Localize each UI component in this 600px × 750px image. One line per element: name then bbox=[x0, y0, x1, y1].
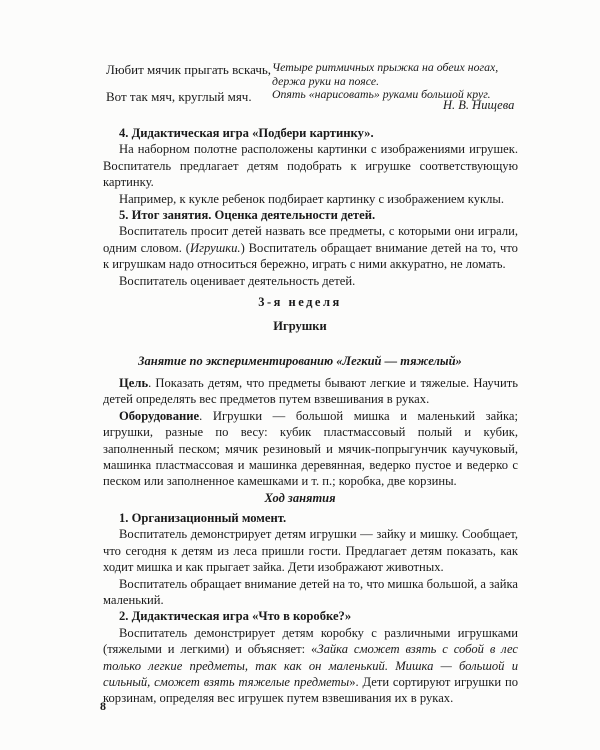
italic-span: Зайка сможет взять с собой в лес только легкие предметы, так как он маленький. Мишка — большой и сильный, сможет взять тяжелые предметы bbox=[103, 642, 518, 690]
poem-movement-note: Опять «нарисовать» руками большой круг. bbox=[272, 87, 491, 101]
course-title: Ход занятия bbox=[264, 491, 336, 505]
text-span: Воспитатель демонстрирует детям коробку с различными игрушками (тяжелыми и легкими) и объясняет: « bbox=[103, 625, 518, 657]
goal-paragraph bbox=[103, 375, 518, 408]
sections-4-5 bbox=[103, 125, 518, 289]
lesson-title: Занятие по экспериментированию «Легкий — тяжелый» bbox=[138, 354, 462, 368]
poem-author: Н. В. Нищева bbox=[443, 98, 515, 112]
text-span: . Показать детям, что предметы бывают легкие и тяжелые. Научить детей определять вес предметов путем взвешивания в руках. bbox=[103, 376, 518, 407]
equipment-label: Оборудование bbox=[119, 408, 200, 423]
poem-line: Вот так мяч, круглый мяч. bbox=[106, 89, 252, 104]
text-span: ». Дети сортируют игрушки по корзинам, определяя вес игрушек путем взвешивания их в руках. bbox=[103, 675, 518, 706]
section-5-heading: 5. Итог занятия. Оценка деятельности детей. bbox=[119, 208, 376, 223]
section-5-paragraph: Воспитатель оценивает деятельность детей. bbox=[119, 273, 356, 288]
section-5-paragraph bbox=[103, 223, 518, 272]
course-step-2-heading: 2. Дидактическая игра «Что в коробке?» bbox=[119, 609, 352, 624]
goal-equipment bbox=[103, 375, 518, 490]
text-span: ) Воспитатель обращает внимание детей на то, что к игрушкам надо относиться бережно, играть с ними аккуратно, не ломать. bbox=[103, 240, 518, 272]
course-paragraph: Воспитатель обращает внимание детей на то, что мишка большой, а зайка маленький. bbox=[103, 576, 518, 608]
course-step-1-heading: 1. Организационный момент. bbox=[119, 511, 287, 525]
goal-label: Цель bbox=[119, 376, 149, 390]
section-4-heading: 4. Дидактическая игра «Подбери картинку». bbox=[119, 126, 374, 140]
course-paragraph: Воспитатель демонстрирует детям игрушки — зайку и мишку. Сообщает, что сегодня к детям из леса пришли гости. Предлагает детям показать, как ходит мишка и как прыгает зайка. Дети изображают животных. bbox=[103, 527, 518, 575]
course-body bbox=[103, 510, 518, 707]
page-number: 8 bbox=[100, 699, 106, 713]
week-title: 3-я неделя bbox=[258, 295, 342, 309]
course-paragraph bbox=[103, 625, 518, 707]
poem-line: Любит мячик прыгать вскачь, bbox=[106, 62, 272, 77]
topic-title: Игрушки bbox=[273, 319, 327, 333]
section-4-paragraph: Например, к кукле ребенок подбирает картинку с изображением куклы. bbox=[119, 191, 505, 206]
text-span: . Игрушки — большой мишка и маленький зайка; игрушки, разные по весу: кубик пластмассовый полый и кубик, заполненный песком; мячик резиновый и мячик-попрыгунчик каучуковый, машинка пластмассовая и машинка деревянная, ведерко пустое и ведерко с песком или заполненное камешками и т. п.; коробка, две корзины. bbox=[103, 408, 518, 489]
text-span: Воспитатель просит детей назвать все предметы, с которыми они играли, одним словом. ( bbox=[103, 224, 518, 255]
poem-row bbox=[106, 60, 526, 87]
italic-span: Игрушки. bbox=[189, 240, 241, 255]
equipment-paragraph bbox=[103, 408, 518, 490]
poem-movement-note: Четыре ритмичных прыжка на обеих ногах, держа руки на поясе. bbox=[272, 60, 499, 88]
section-4-paragraph: На наборном полотне расположены картинки с изображениями игрушек. Воспитатель предлагает детям подобрать к игрушке соответствующую картинку. bbox=[103, 142, 518, 190]
